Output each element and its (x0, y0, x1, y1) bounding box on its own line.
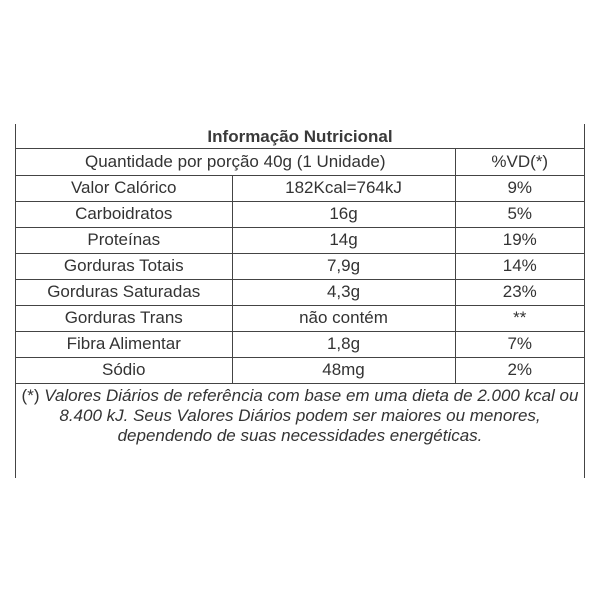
daily-value-footnote (16, 384, 584, 446)
table-row (16, 201, 584, 227)
table-row (16, 305, 584, 331)
nutrient-amount: 7,9g (232, 253, 455, 279)
nutrient-daily-value: 5% (455, 201, 584, 227)
nutrient-daily-value: ** (455, 305, 584, 331)
footnote-marker: (*) (21, 385, 40, 405)
table-row (16, 357, 584, 383)
footnote-text: Valores Diários de referência com base em uma dieta de 2.000 kcal ou 8.400 kJ. Seus Valores Diários podem ser maiores ou menores, dependendo de suas necessidades energéticas. (44, 385, 579, 445)
nutrient-daily-value: 2% (455, 357, 584, 383)
nutrient-name: Proteínas (16, 227, 232, 253)
nutrient-amount: 14g (232, 227, 455, 253)
nutrient-amount: 16g (232, 201, 455, 227)
nutrient-amount: 48mg (232, 357, 455, 383)
table-row (16, 175, 584, 201)
portion-label: Quantidade por porção 40g (1 Unidade) (16, 149, 455, 175)
nutrient-name: Valor Calórico (16, 175, 232, 201)
nutrient-daily-value: 14% (455, 253, 584, 279)
nutrient-daily-value: 7% (455, 331, 584, 357)
nutrient-name: Gorduras Saturadas (16, 279, 232, 305)
nutrient-name: Sódio (16, 357, 232, 383)
portion-header-row (16, 149, 584, 175)
table-row (16, 227, 584, 253)
nutrient-name: Gorduras Totais (16, 253, 232, 279)
table-row (16, 279, 584, 305)
nutrition-facts-panel (15, 124, 585, 478)
nutrient-amount: 4,3g (232, 279, 455, 305)
nutrient-daily-value: 9% (455, 175, 584, 201)
nutrient-name: Carboidratos (16, 201, 232, 227)
daily-value-header: %VD(*) (455, 149, 584, 175)
nutrient-daily-value: 23% (455, 279, 584, 305)
nutrition-table (16, 149, 584, 384)
nutrient-amount: não contém (232, 305, 455, 331)
nutrient-name: Fibra Alimentar (16, 331, 232, 357)
nutrient-amount: 1,8g (232, 331, 455, 357)
table-row (16, 253, 584, 279)
nutrient-amount: 182Kcal=764kJ (232, 175, 455, 201)
nutrition-title: Informação Nutricional (16, 124, 584, 149)
nutrient-daily-value: 19% (455, 227, 584, 253)
table-row (16, 331, 584, 357)
nutrient-name: Gorduras Trans (16, 305, 232, 331)
